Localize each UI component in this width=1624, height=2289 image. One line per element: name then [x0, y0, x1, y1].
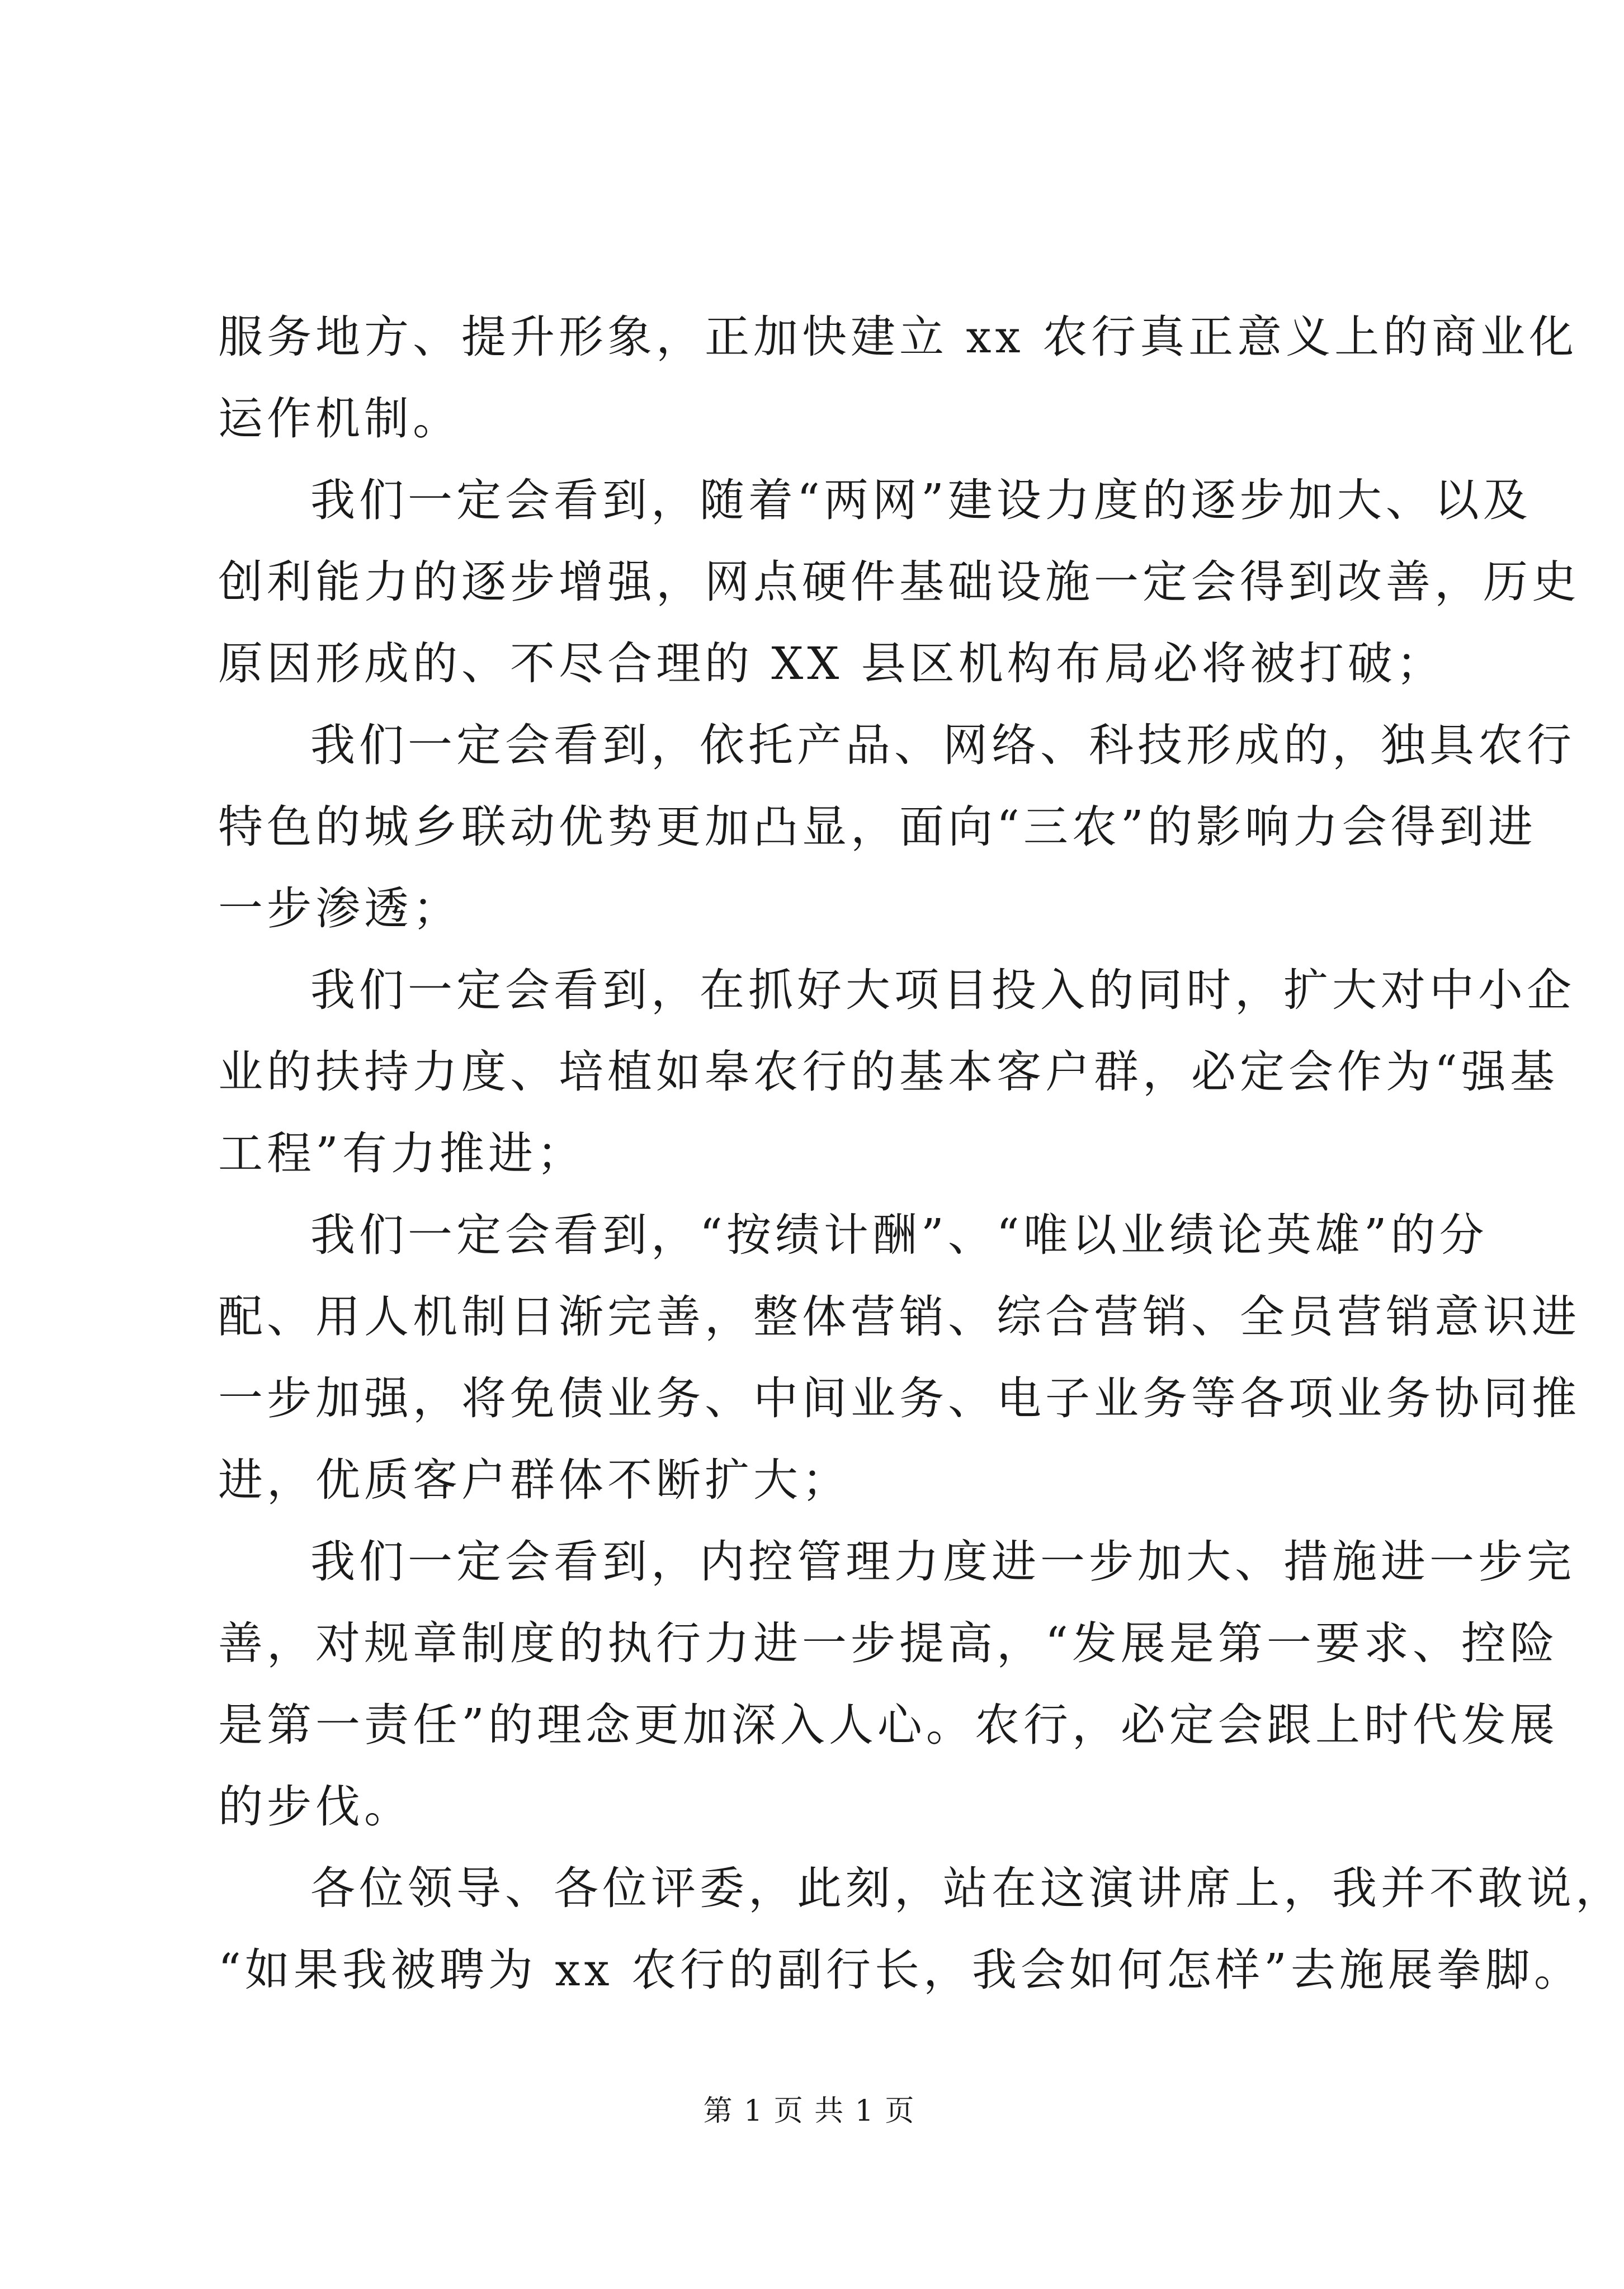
text-line: 配、用人机制日渐完善，整体营销、综合营销、全员营销意识进	[218, 1291, 1580, 1343]
page-footer	[0, 2092, 1618, 2131]
text-line: 善，对规章制度的执行力进一步提高，“发展是第一要求、控险	[218, 1617, 1559, 1669]
text-line: 一步加强，将免债业务、中间业务、电子业务等各项业务协同推	[218, 1372, 1580, 1424]
text-line: 原因形成的、不尽合理的 XX 县区机构布局必将被打破；	[218, 638, 1445, 690]
page-number: 第 1 页 共 1 页	[703, 2094, 915, 2128]
text-line: 运作机制。	[218, 393, 461, 445]
text-line: 一步渗透；	[218, 882, 461, 935]
text-line: 进，优质客户群体不断扩大；	[218, 1454, 851, 1506]
text-line: 特色的城乡联动优势更加凸显，面向“三农”的影响力会得到进	[218, 801, 1537, 853]
paragraph-start-line: 我们一定会看到，随着“两网”建设力度的逐步加大、以及	[310, 474, 1532, 526]
document-body	[218, 296, 1624, 2011]
text-line: 创利能力的逐步增强，网点硬件基础设施一定会得到改善，历史	[218, 556, 1580, 608]
text-line: 工程”有力推进；	[218, 1127, 586, 1179]
text-line: 是第一责任”的理念更加深入人心。农行，必定会跟上时代发展	[218, 1699, 1559, 1751]
paragraph-start-line: 我们一定会看到，内控管理力度进一步加大、措施进一步完	[310, 1536, 1575, 1588]
paragraph-start-line: 各位领导、各位评委，此刻，站在这演讲席上，我并不敢说，	[310, 1862, 1624, 1914]
paragraph-start-line: 我们一定会看到，依托产品、网络、科技形成的，独具农行	[310, 719, 1575, 771]
paragraph-start-line: 我们一定会看到，在抓好大项目投入的同时，扩大对中小企	[310, 964, 1575, 1016]
text-line: 的步伐。	[218, 1781, 413, 1833]
text-line: 业的扶持力度、培植如皋农行的基本客户群，必定会作为“强基	[218, 1046, 1559, 1098]
text-line: 服务地方、提升形象，正加快建立 xx 农行真正意义上的商业化	[218, 311, 1578, 363]
paragraph-start-line: 我们一定会看到，“按绩计酬”、“唯以业绩论英雄”的分	[310, 1209, 1488, 1261]
text-line: “如果我被聘为 xx 农行的副行长，我会如何怎样”去施展拳脚。	[218, 1944, 1583, 1996]
